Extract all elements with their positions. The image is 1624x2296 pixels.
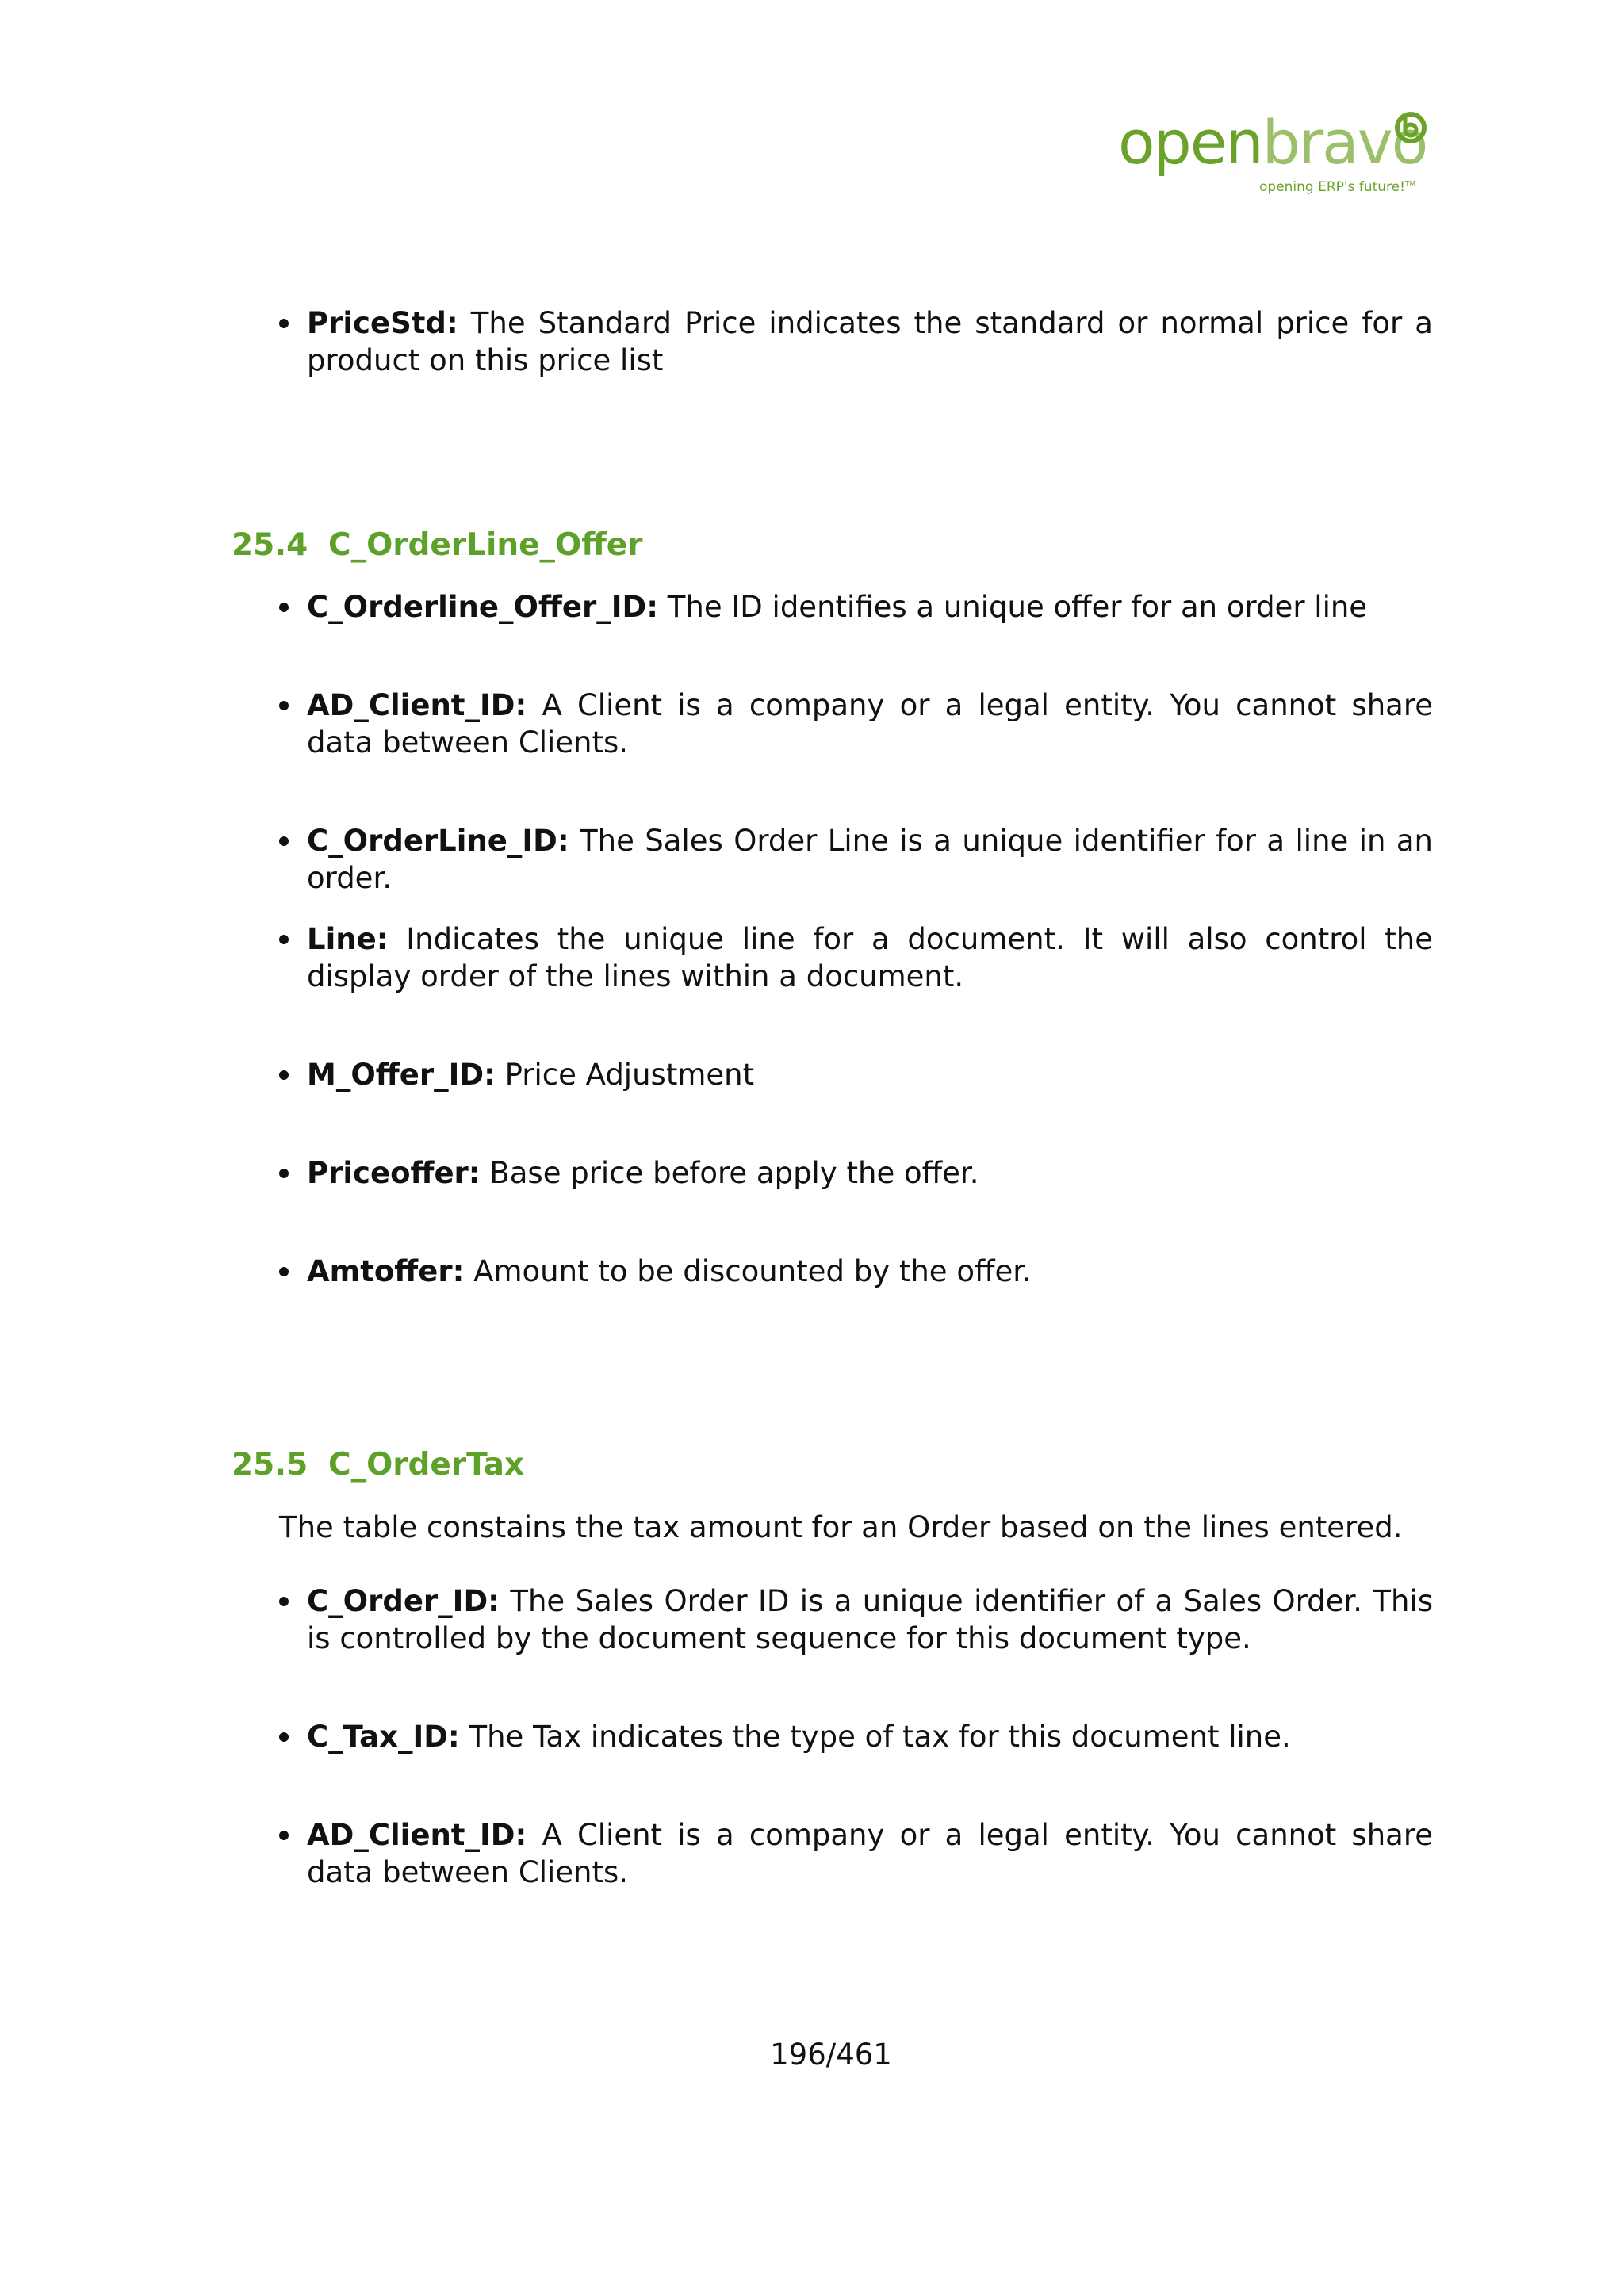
item-description: The Standard Price indicates the standard or normal price for a product on this price list: [307, 306, 1433, 377]
logo-tagline: opening ERP's future!™: [1259, 179, 1416, 195]
bullet-icon: [279, 1267, 289, 1276]
list-item: [307, 588, 1433, 626]
item-description: A Client is a company or a legal entity. You cannot share data between Clients.: [307, 688, 1433, 760]
item-term: C_Orderline_Offer_ID:: [307, 590, 659, 624]
item-term: C_OrderLine_ID:: [307, 824, 569, 858]
bullet-icon: [279, 701, 289, 710]
item-description: The Sales Order ID is a unique identifier of a Sales Order. This is controlled by the document sequence for this document type.: [307, 1584, 1434, 1655]
section-title: C_OrderLine_Offer: [328, 527, 643, 563]
openbravo-swirl-icon: [1394, 111, 1427, 144]
section-number: 25.5: [232, 1447, 308, 1483]
bullet-icon: [279, 1597, 289, 1606]
bullet-icon: [279, 603, 289, 612]
item-description: Price Adjustment: [504, 1058, 755, 1092]
item-term: C_Order_ID:: [307, 1584, 500, 1618]
logo-word-part2: bravo: [1262, 107, 1427, 178]
item-term: Amtoffer:: [307, 1254, 465, 1288]
list-item: [307, 1056, 1433, 1093]
list-item: [307, 1154, 1433, 1192]
item-term: PriceStd:: [307, 306, 458, 340]
section-title: C_OrderTax: [328, 1447, 525, 1483]
bullet-icon: [279, 836, 289, 846]
section-intro: The table constains the tax amount for an Order based on the lines entered.: [279, 1510, 1403, 1544]
item-term: Line:: [307, 922, 389, 956]
section-number: 25.4: [232, 527, 308, 563]
list-item: [307, 687, 1433, 761]
list-item: [307, 920, 1433, 995]
list-item-pricestd: [307, 304, 1433, 379]
logo-word-part1: open: [1118, 107, 1262, 178]
item-description: The Tax indicates the type of tax for this document line.: [469, 1720, 1291, 1754]
section-heading-25-5: [232, 1445, 524, 1485]
logo-wordmark: [1118, 107, 1427, 178]
bullet-icon: [279, 1831, 289, 1840]
list-item: [307, 1253, 1433, 1290]
item-description: The Sales Order Line is a unique identifier for a line in an order.: [307, 824, 1433, 895]
list-item: [307, 1582, 1433, 1657]
item-term: M_Offer_ID:: [307, 1058, 496, 1092]
list-item: [307, 1718, 1433, 1755]
section-heading-25-4: [232, 526, 642, 565]
item-description: The ID identifies a unique offer for an order line: [667, 590, 1368, 624]
bullet-icon: [279, 1169, 289, 1178]
list-item: [307, 1816, 1433, 1891]
item-term: C_Tax_ID:: [307, 1720, 460, 1754]
item-description: Amount to be discounted by the offer.: [473, 1254, 1032, 1288]
list-item: [307, 822, 1433, 897]
bullet-icon: [279, 935, 289, 944]
item-description: Indicates the unique line for a document. It will also control the display order of the lines within a document.: [307, 922, 1434, 993]
openbravo-logo: [1118, 107, 1435, 206]
bullet-icon: [279, 319, 289, 328]
item-term: Priceoffer:: [307, 1156, 481, 1190]
bullet-icon: [279, 1732, 289, 1742]
bullet-icon: [279, 1070, 289, 1080]
item-description: Base price before apply the offer.: [489, 1156, 979, 1190]
item-term: AD_Client_ID:: [307, 1818, 527, 1852]
item-description: A Client is a company or a legal entity. You cannot share data between Clients.: [307, 1818, 1433, 1889]
item-term: AD_Client_ID:: [307, 688, 527, 722]
page-number: 196/461: [770, 2038, 892, 2072]
